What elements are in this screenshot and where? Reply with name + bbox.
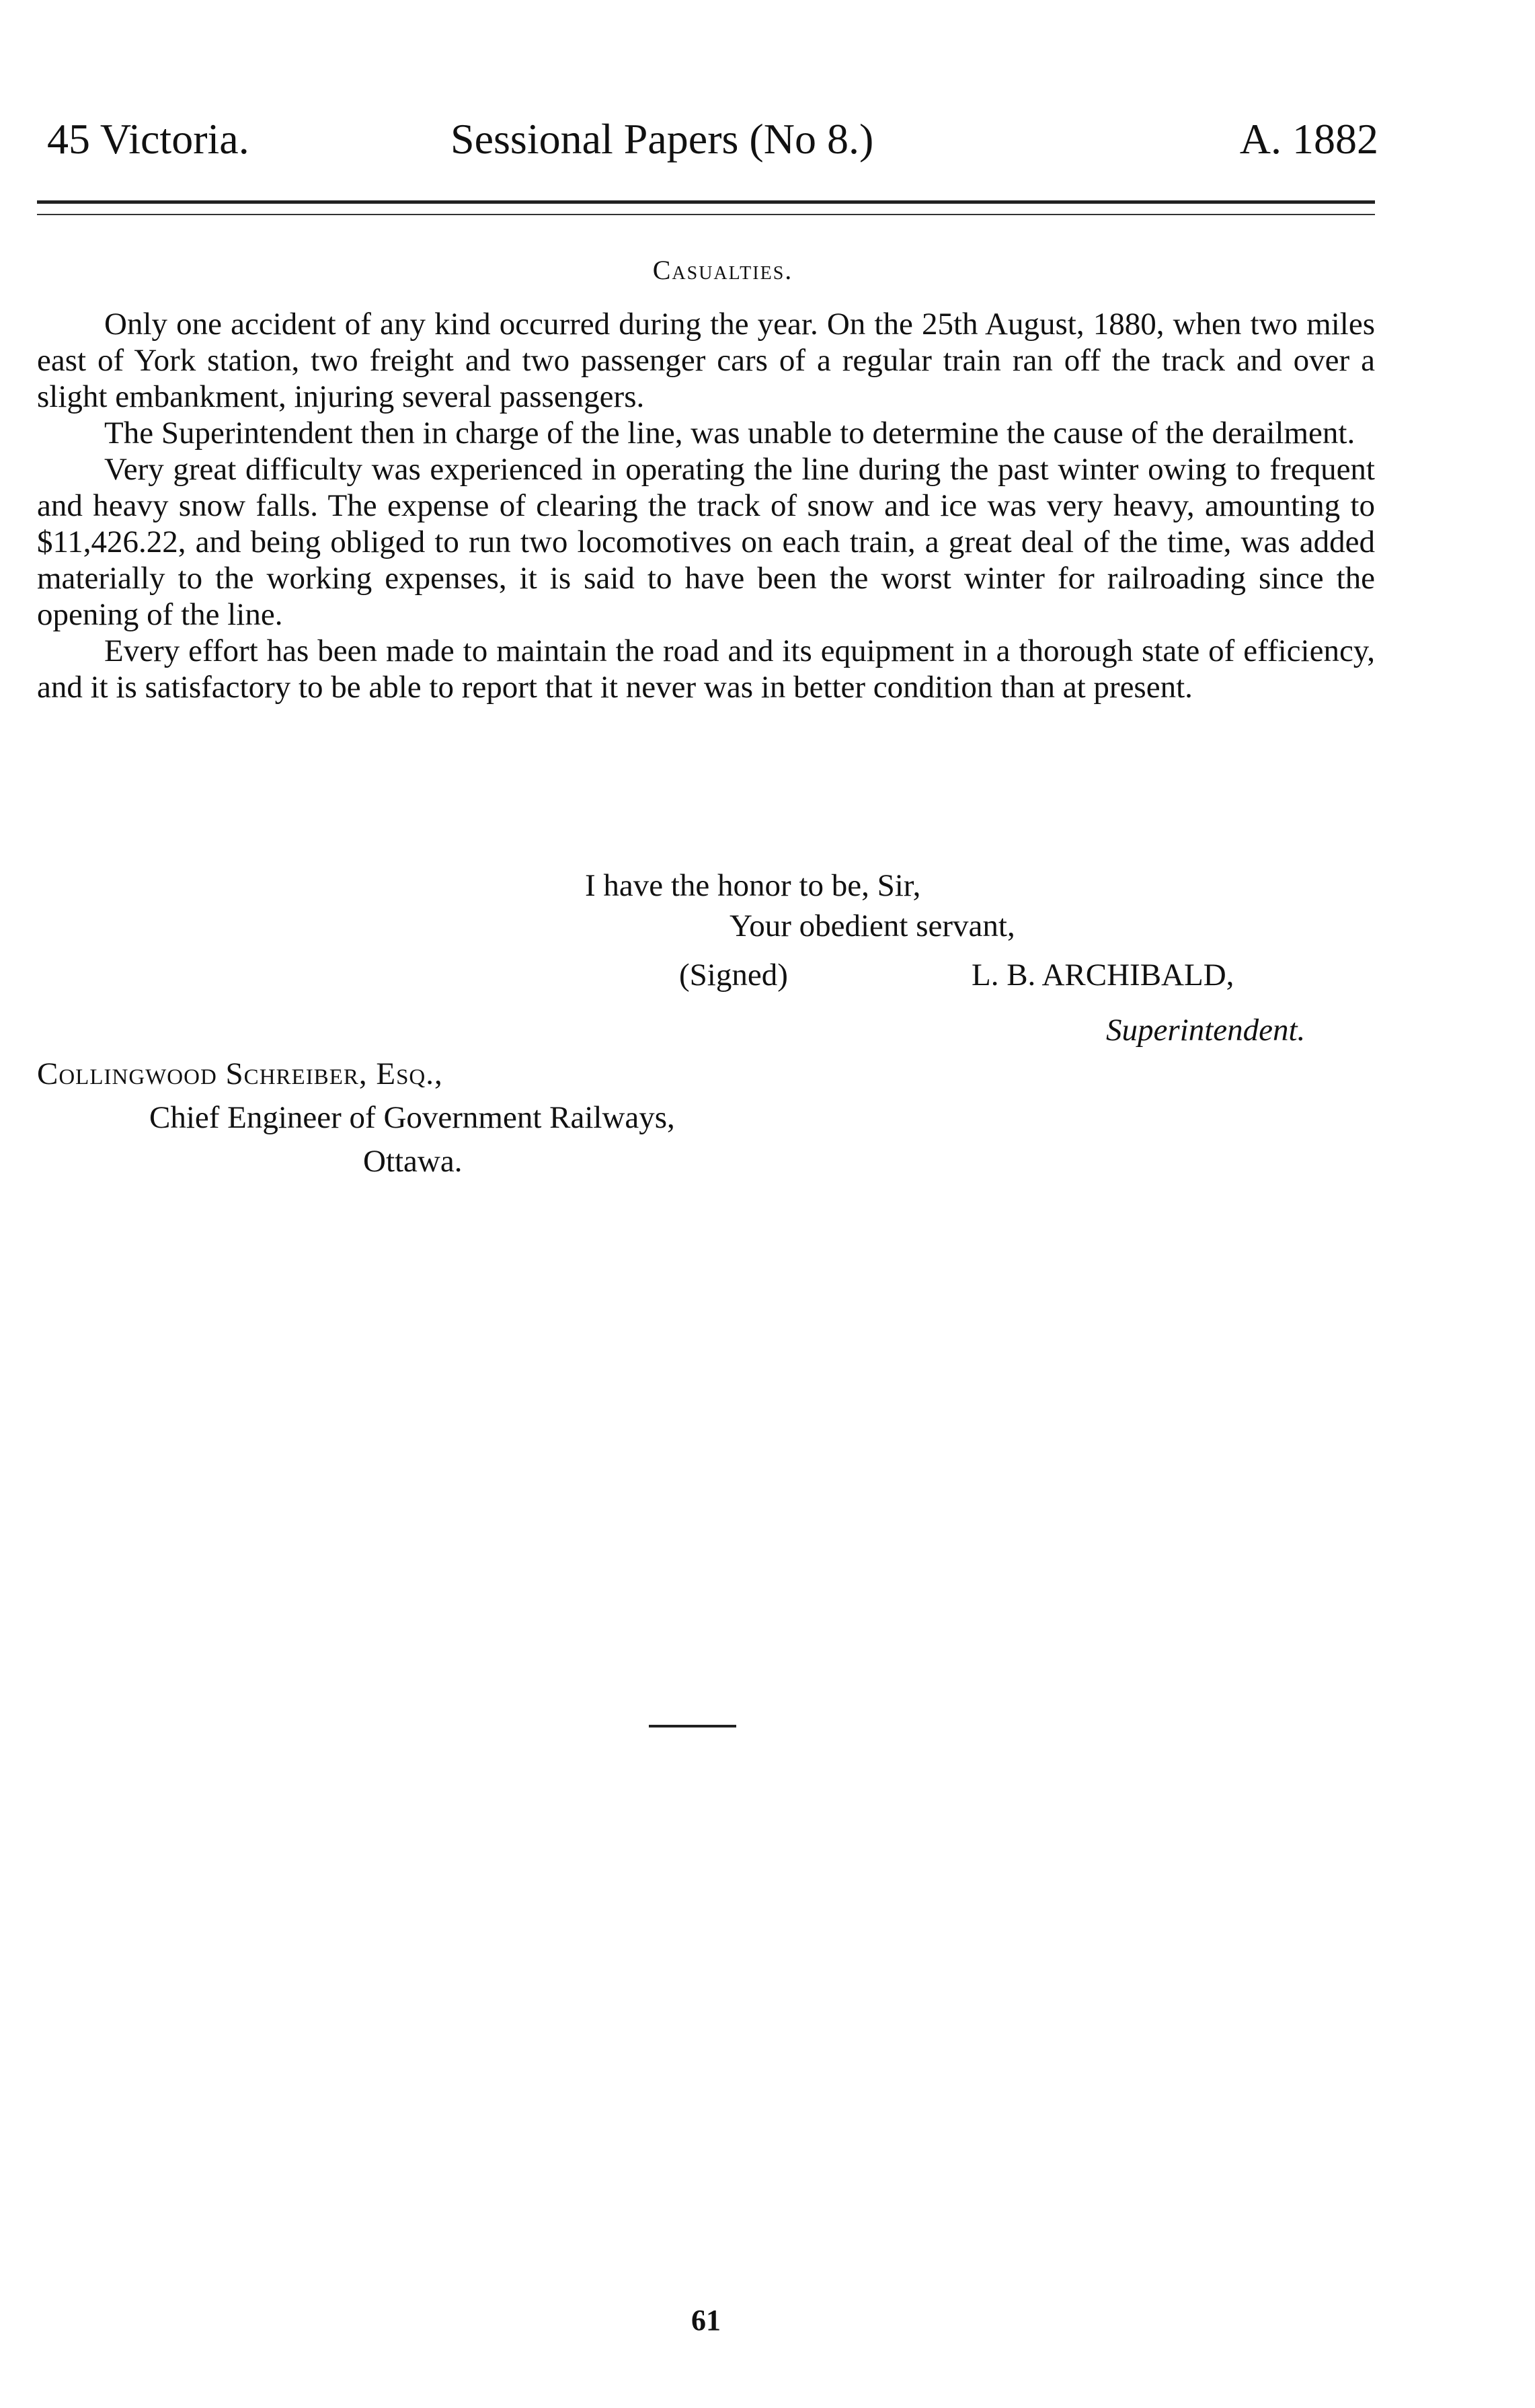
body-text — [37, 306, 1375, 705]
signed-label: (Signed) — [679, 958, 788, 993]
paragraph: Every effort has been made to maintain the road and its equipment in a thorough state of efficiency, and it is satisfactory to be able to report that it never was in better condition than at present. — [37, 633, 1375, 705]
signer-title: Superintendent. — [1106, 1013, 1306, 1048]
addressee-city: Ottawa. — [363, 1144, 463, 1179]
obedient-line: Your obedient servant, — [730, 908, 1015, 943]
paragraph: The Superintendent then in charge of the line, was unable to determine the cause of the derailment. — [104, 416, 1355, 451]
signer-name: L. B. ARCHIBALD, — [972, 958, 1234, 993]
paragraph: Only one accident of any kind occurred during the year. On the 25th August, 1880, when two miles east of York station, two freight and two passenger cars of a regular train ran off the track and over a slight embankment, injuring several passengers. — [37, 307, 1375, 414]
addressee-name: Collingwood Schreiber, Esq., — [37, 1056, 443, 1091]
addressee-title: Chief Engineer of Government Railways, — [149, 1100, 675, 1135]
header-series: Sessional Papers (No 8.) — [450, 115, 874, 163]
section-title: Casualties. — [652, 255, 793, 285]
closing-line: I have the honor to be, Sir, — [585, 868, 921, 903]
header-year: A. 1882 — [1239, 115, 1378, 163]
header-rule-thin — [37, 214, 1375, 215]
header-rule-thick — [37, 200, 1375, 204]
page-number: 61 — [691, 2304, 721, 2337]
closing-rule — [649, 1725, 736, 1727]
header-volume: 45 Victoria. — [47, 115, 249, 163]
paragraph: Very great difficulty was experienced in operating the line during the past winter owing to frequent and heavy snow falls. The expense of clearing the track of snow and ice was very heavy, amounting to $11,426.22, and being obliged to run two locomotives on each train, a great deal of the time, was added materially to the working expenses, it is said to have been the worst winter for railroading since the opening of the line. — [37, 452, 1375, 632]
page-header — [47, 114, 1378, 175]
